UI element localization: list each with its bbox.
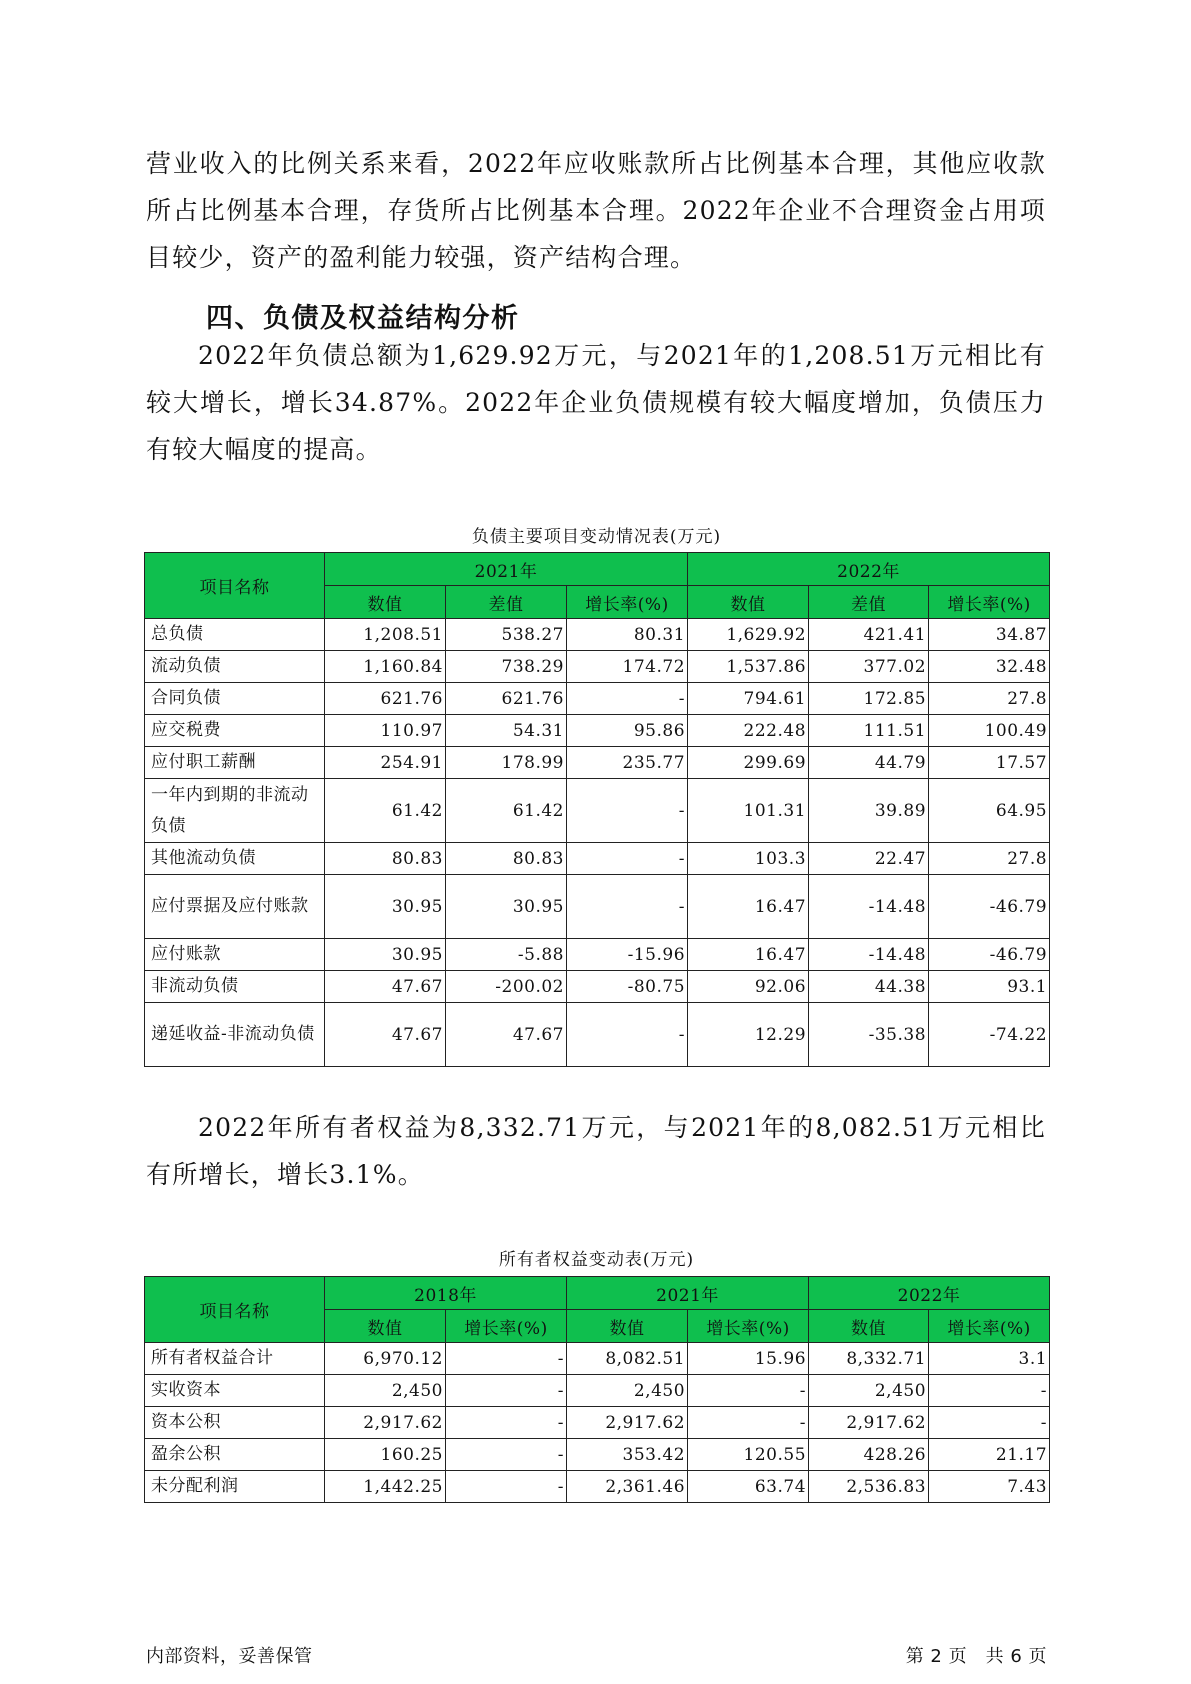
- cell-v3: 428.26: [809, 1439, 929, 1471]
- cell-v3: 2,536.83: [809, 1471, 929, 1503]
- cell-v1: 1,442.25: [325, 1471, 446, 1503]
- paragraph-equity: 2022年所有者权益为8,332.71万元，与2021年的8,082.51万元相比有所增长，增长3.1%。: [146, 1113, 1046, 1189]
- cell-v1: 2,450: [325, 1375, 446, 1407]
- row-item-name: 合同负债: [145, 683, 325, 715]
- cell-r2: -46.79: [929, 875, 1050, 939]
- row-item-name: 应交税费: [145, 715, 325, 747]
- table-row: [145, 651, 1050, 683]
- header-rate: 增长率(%): [446, 1310, 567, 1343]
- cell-r1: -: [446, 1407, 567, 1439]
- cell-v2: 353.42: [567, 1439, 688, 1471]
- cell-r2: 17.57: [929, 747, 1050, 779]
- cell-d2: 44.38: [809, 971, 929, 1003]
- table-row: [145, 971, 1050, 1003]
- row-item-name: 资本公积: [145, 1407, 325, 1439]
- table-row: [145, 619, 1050, 651]
- cell-v2: 8,082.51: [567, 1343, 688, 1375]
- liabilities-table: [144, 552, 1050, 1067]
- cell-r1: -80.75: [567, 971, 688, 1003]
- header-rate: 增长率(%): [567, 586, 688, 619]
- cell-v2: 2,917.62: [567, 1407, 688, 1439]
- table-row: [145, 1407, 1050, 1439]
- paragraph-asset-summary: 营业收入的比例关系来看，2022年应收账款所占比例基本合理，其他应收款所占比例基本合理，存货所占比例基本合理。2022年企业不合理资金占用项目较少，资产的盈利能力较强，资产结构合理。: [146, 149, 1046, 272]
- row-item-name: 递延收益-非流动负债: [145, 1003, 325, 1067]
- cell-v2: 103.3: [688, 843, 809, 875]
- cell-d2: 377.02: [809, 651, 929, 683]
- cell-r1: -15.96: [567, 939, 688, 971]
- header-value: 数值: [325, 586, 446, 619]
- cell-d1: 30.95: [446, 875, 567, 939]
- table-row: [145, 843, 1050, 875]
- cell-d1: 738.29: [446, 651, 567, 683]
- table-row: [145, 1439, 1050, 1471]
- cell-r3: 3.1: [929, 1343, 1050, 1375]
- table-row: [145, 715, 1050, 747]
- header-value: 数值: [325, 1310, 446, 1343]
- cell-d2: -35.38: [809, 1003, 929, 1067]
- cell-v1: 1,160.84: [325, 651, 446, 683]
- cell-v2: 299.69: [688, 747, 809, 779]
- cell-v1: 160.25: [325, 1439, 446, 1471]
- cell-r3: 21.17: [929, 1439, 1050, 1471]
- header-year-2022: 2022年: [809, 1277, 1050, 1310]
- paragraph-liabilities: 2022年负债总额为1,629.92万元，与2021年的1,208.51万元相比有较大增长，增长34.87%。2022年企业负债规模有较大幅度增加，负债压力有较大幅度的提高。: [146, 341, 1046, 464]
- cell-v2: 16.47: [688, 939, 809, 971]
- cell-r1: -: [567, 1003, 688, 1067]
- cell-r2: -46.79: [929, 939, 1050, 971]
- cell-d2: -14.48: [809, 939, 929, 971]
- row-item-name: 所有者权益合计: [145, 1343, 325, 1375]
- cell-d2: 44.79: [809, 747, 929, 779]
- cell-v2: 794.61: [688, 683, 809, 715]
- cell-r2: -74.22: [929, 1003, 1050, 1067]
- cell-v1: 30.95: [325, 875, 446, 939]
- cell-v2: 12.29: [688, 1003, 809, 1067]
- header-year-2022: 2022年: [688, 553, 1050, 586]
- cell-v1: 1,208.51: [325, 619, 446, 651]
- table-row: [145, 1375, 1050, 1407]
- cell-v2: 16.47: [688, 875, 809, 939]
- header-rate: 增长率(%): [929, 586, 1050, 619]
- row-item-name: 应付账款: [145, 939, 325, 971]
- cell-d1: 621.76: [446, 683, 567, 715]
- cell-v3: 8,332.71: [809, 1343, 929, 1375]
- cell-r1: -: [446, 1439, 567, 1471]
- header-rate: 增长率(%): [929, 1310, 1050, 1343]
- row-item-name: 未分配利润: [145, 1471, 325, 1503]
- header-diff: 差值: [809, 586, 929, 619]
- cell-v1: 61.42: [325, 779, 446, 843]
- cell-r1: 174.72: [567, 651, 688, 683]
- cell-r1: 235.77: [567, 747, 688, 779]
- cell-r2: 93.1: [929, 971, 1050, 1003]
- cell-r1: -: [446, 1471, 567, 1503]
- row-item-name: 流动负债: [145, 651, 325, 683]
- table-row: [145, 1003, 1050, 1067]
- cell-r2: 15.96: [688, 1343, 809, 1375]
- cell-d1: 54.31: [446, 715, 567, 747]
- cell-r1: -: [567, 683, 688, 715]
- cell-v2: 2,450: [567, 1375, 688, 1407]
- cell-r3: -: [929, 1407, 1050, 1439]
- header-value: 数值: [567, 1310, 688, 1343]
- footer-page-number: 第 2 页 共 6 页: [905, 1646, 1047, 1667]
- cell-r2: 64.95: [929, 779, 1050, 843]
- cell-v2: 1,629.92: [688, 619, 809, 651]
- cell-r1: -: [446, 1375, 567, 1407]
- cell-r2: -: [688, 1375, 809, 1407]
- cell-r2: 27.8: [929, 843, 1050, 875]
- cell-v1: 47.67: [325, 971, 446, 1003]
- cell-v1: 621.76: [325, 683, 446, 715]
- cell-r2: 27.8: [929, 683, 1050, 715]
- row-item-name: 盈余公积: [145, 1439, 325, 1471]
- table2-caption: 所有者权益变动表(万元): [498, 1250, 695, 1270]
- cell-r2: 34.87: [929, 619, 1050, 651]
- cell-r2: 63.74: [688, 1471, 809, 1503]
- cell-d1: 80.83: [446, 843, 567, 875]
- cell-d2: 172.85: [809, 683, 929, 715]
- table-row: [145, 779, 1050, 843]
- row-item-name: 一年内到期的非流动负债: [145, 779, 325, 843]
- cell-v3: 2,450: [809, 1375, 929, 1407]
- header-item-name: 项目名称: [145, 553, 325, 619]
- header-year-2018: 2018年: [325, 1277, 567, 1310]
- cell-d2: 39.89: [809, 779, 929, 843]
- cell-r1: -: [567, 843, 688, 875]
- cell-d1: 538.27: [446, 619, 567, 651]
- table-row: [145, 747, 1050, 779]
- cell-v2: 101.31: [688, 779, 809, 843]
- table-row: [145, 683, 1050, 715]
- cell-v1: 80.83: [325, 843, 446, 875]
- cell-r3: 7.43: [929, 1471, 1050, 1503]
- cell-d2: -14.48: [809, 875, 929, 939]
- header-year-2021: 2021年: [325, 553, 688, 586]
- row-item-name: 总负债: [145, 619, 325, 651]
- table-row: [145, 1471, 1050, 1503]
- table-row: [145, 875, 1050, 939]
- row-item-name: 实收资本: [145, 1375, 325, 1407]
- cell-v1: 47.67: [325, 1003, 446, 1067]
- header-value: 数值: [809, 1310, 929, 1343]
- cell-v1: 254.91: [325, 747, 446, 779]
- cell-v2: 1,537.86: [688, 651, 809, 683]
- cell-r2: 32.48: [929, 651, 1050, 683]
- cell-r2: 120.55: [688, 1439, 809, 1471]
- table-row: [145, 939, 1050, 971]
- cell-v1: 6,970.12: [325, 1343, 446, 1375]
- cell-d1: -200.02: [446, 971, 567, 1003]
- cell-d1: 61.42: [446, 779, 567, 843]
- table-row: [145, 1343, 1050, 1375]
- cell-d2: 111.51: [809, 715, 929, 747]
- cell-r1: -: [567, 875, 688, 939]
- cell-v2: 222.48: [688, 715, 809, 747]
- equity-table: [144, 1276, 1050, 1503]
- cell-r2: -: [688, 1407, 809, 1439]
- cell-r3: -: [929, 1375, 1050, 1407]
- cell-v1: 110.97: [325, 715, 446, 747]
- cell-d1: 47.67: [446, 1003, 567, 1067]
- cell-v1: 2,917.62: [325, 1407, 446, 1439]
- cell-r1: 95.86: [567, 715, 688, 747]
- row-item-name: 应付职工薪酬: [145, 747, 325, 779]
- row-item-name: 其他流动负债: [145, 843, 325, 875]
- section-heading: 四、负债及权益结构分析: [206, 303, 520, 334]
- cell-d1: -5.88: [446, 939, 567, 971]
- cell-r2: 100.49: [929, 715, 1050, 747]
- cell-v3: 2,917.62: [809, 1407, 929, 1439]
- cell-v2: 2,361.46: [567, 1471, 688, 1503]
- footer-confidential-note: 内部资料，妥善保管: [146, 1646, 313, 1667]
- header-year-2021: 2021年: [567, 1277, 809, 1310]
- header-rate: 增长率(%): [688, 1310, 809, 1343]
- row-item-name: 应付票据及应付账款: [145, 875, 325, 939]
- cell-d1: 178.99: [446, 747, 567, 779]
- row-item-name: 非流动负债: [145, 971, 325, 1003]
- table1-caption: 负债主要项目变动情况表(万元): [471, 527, 722, 547]
- cell-v1: 30.95: [325, 939, 446, 971]
- header-diff: 差值: [446, 586, 567, 619]
- cell-d2: 421.41: [809, 619, 929, 651]
- cell-r1: 80.31: [567, 619, 688, 651]
- header-item-name: 项目名称: [145, 1277, 325, 1343]
- cell-r1: -: [446, 1343, 567, 1375]
- cell-d2: 22.47: [809, 843, 929, 875]
- cell-v2: 92.06: [688, 971, 809, 1003]
- header-value: 数值: [688, 586, 809, 619]
- cell-r1: -: [567, 779, 688, 843]
